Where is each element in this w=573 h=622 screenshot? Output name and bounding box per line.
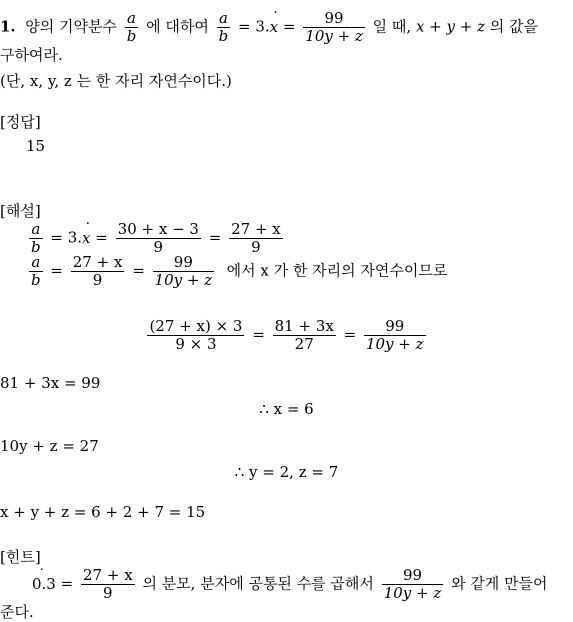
- equals-sign: =: [50, 261, 63, 280]
- solution-line-5: ∴ x = 6: [259, 400, 314, 418]
- fraction-99-over-10yz: $\frac{99}{10y + z}$: [365, 317, 424, 353]
- answer-label: [정답]: [0, 113, 41, 131]
- hint-line-2: 준다.: [0, 603, 34, 621]
- fraction-27-x-over-9: $\frac{27 + x}{9}$: [72, 253, 123, 289]
- hint-label: [힌트]: [0, 548, 41, 566]
- hint-text-1: 의 분모, 분자에 공통된 수를 곱해서: [142, 574, 374, 593]
- problem-line-2: 구하여라.: [0, 46, 63, 64]
- problem-text-4: 의 값을: [489, 17, 539, 36]
- problem-text-3: 일 때,: [372, 17, 412, 36]
- equals-sign: =: [208, 228, 222, 247]
- solution-line-2: [26, 254, 447, 289]
- repeating-decimal: 0.3 ˙: [32, 575, 56, 593]
- problem-eq: =: [282, 17, 296, 36]
- problem-text-2: 에 대하여: [146, 17, 209, 36]
- fraction-99-over-10yz: $\frac{99}{10y + z}$: [383, 566, 442, 602]
- solution-line-8: x + y + z = 6 + 2 + 7 = 15: [0, 503, 206, 521]
- equals-sign: =: [60, 574, 74, 593]
- repeating-x: x ˙: [270, 18, 278, 36]
- equals-sign: =: [132, 261, 145, 280]
- solution-line-3: [0, 318, 573, 353]
- solution-line-6: 10y + z = 27: [0, 437, 99, 455]
- problem-number: 1.: [0, 17, 16, 36]
- hint-line-1: [32, 567, 548, 602]
- answer-value: 15: [26, 137, 46, 155]
- solution-line-1: [26, 221, 286, 256]
- problem-eq-mid: = 3.: [238, 17, 270, 36]
- problem-text-1: 양의 기약분수: [25, 17, 117, 36]
- fraction-27-x-over-9: $\frac{27 + x}{9}$: [231, 220, 281, 256]
- equals-text: = 3.: [50, 228, 83, 247]
- fraction-30-x-3-over-9: $\frac{30 + x - 3}{9}$: [117, 220, 199, 256]
- equals-sign: =: [252, 325, 265, 344]
- hint-text-2: 와 같게 만들어: [451, 574, 548, 593]
- problem-line-3: (단, x, y, z 는 한 자리 자연수이다.): [0, 72, 232, 90]
- problem-sum: x + y + z: [415, 17, 485, 36]
- repeating-x: x ˙: [82, 229, 90, 247]
- fraction-a-over-b: $\frac{a}{b}$: [126, 9, 137, 45]
- fraction-a-over-b-2: $\frac{a}{b}$: [218, 9, 229, 45]
- fraction-27-x-over-9: $\frac{27 + x}{9}$: [83, 566, 133, 602]
- fraction-81-3x-over-27: $\frac{81 + 3x}{27}$: [274, 317, 334, 353]
- solution-text: 에서 x 가 한 자리의 자연수이므로: [226, 261, 448, 280]
- fraction-99-over-10yz: $\frac{99}{10y + z}$: [305, 9, 363, 45]
- solution-line-7: ∴ y = 2, z = 7: [234, 463, 339, 481]
- equals-sign: =: [343, 325, 357, 344]
- fraction-99-over-10yz: $\frac{99}{10y + z}$: [154, 253, 213, 289]
- equals-sign: =: [95, 228, 108, 247]
- fraction-a-over-b: $\frac{a}{b}$: [31, 253, 41, 289]
- fraction-27-x-times-3: $\frac{(27 + x) \times 3}{9 \times 3}$: [149, 317, 243, 353]
- solution-line-4: 81 + 3x = 99: [0, 374, 101, 392]
- problem-line-1: [0, 10, 538, 45]
- fraction-a-over-b: $\frac{a}{b}$: [31, 220, 41, 256]
- solution-label: [해설]: [0, 202, 41, 220]
